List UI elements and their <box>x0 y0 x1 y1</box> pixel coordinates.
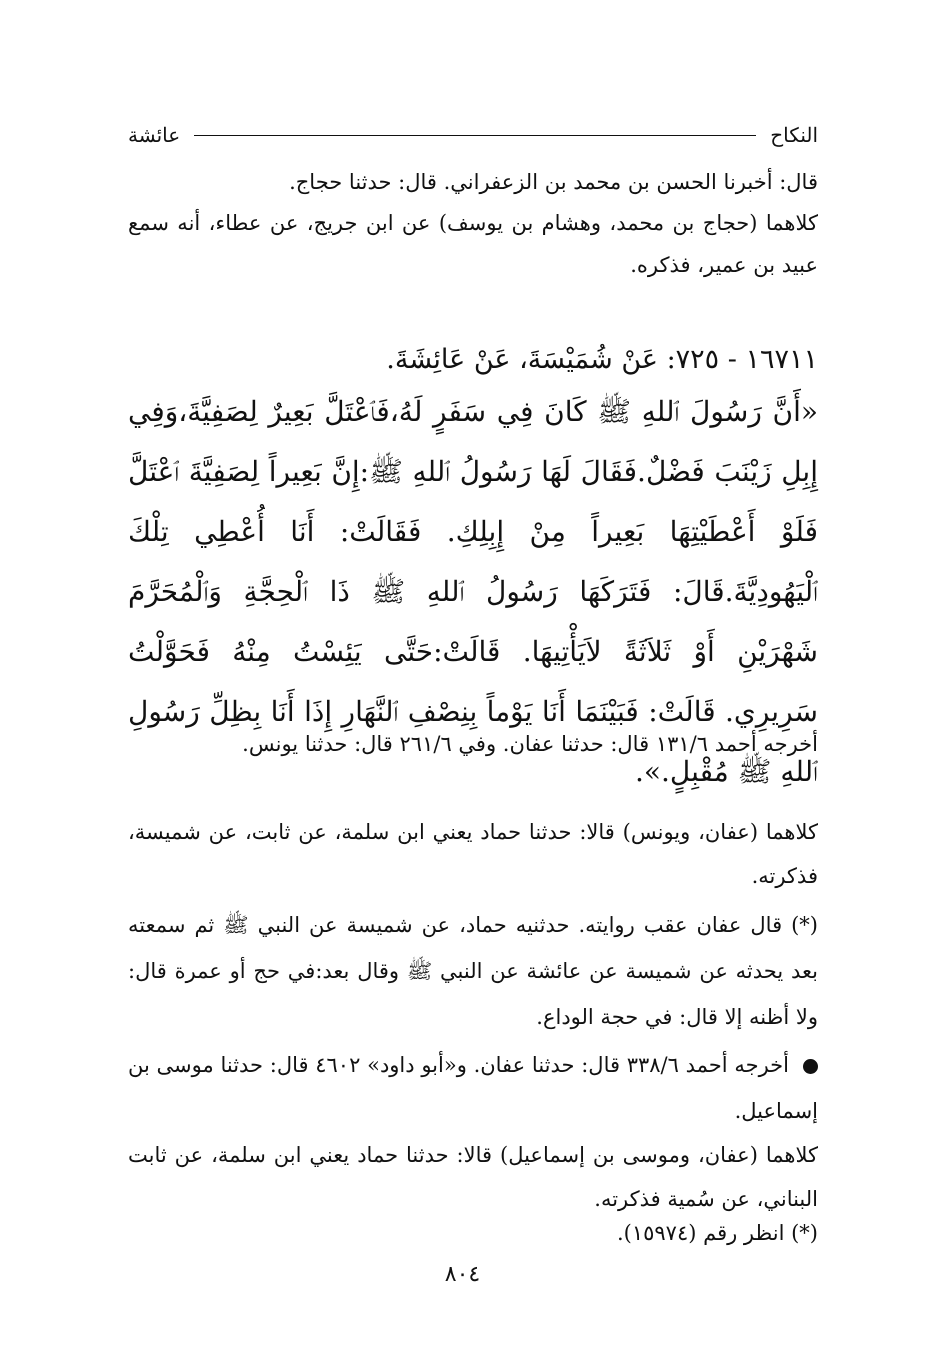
note-paragraph-2: (*) انظر رقم (١٥٩٧٤). <box>616 1221 818 1245</box>
hadith-number-line: ١٦٧١١ - ٧٢٥: عَنْ شُمَيْسَةَ، عَنْ عَائِشَةَ. <box>386 344 818 375</box>
intro-line-2: كلاهما (حجاج بن محمد، وهشام بن يوسف) عن ابن جريج، عن عطاء، أنه سمع عبيد بن عمير، فذكره. <box>128 211 818 277</box>
note-paragraph-1: (*) قال عفان عقب روايته. حدثنيه حماد، عن شميسة عن النبي ﷺ ثم سمعته بعد يحدثه عن شميسة عن عائشة عن النبي ﷺ وقال بعد:في حج أو عمرة قال: ولا أظنه إلا قال: في حجة الوداع. <box>128 913 818 1029</box>
hadith-text: «أَنَّ رَسُولَ ٱللهِ ﷺ كَانَ فِي سَفَرٍ لَهُ،فَٱعْتَلَّ بَعِيرٌ لِصَفِيَّةَ،وَفِي إِبِلِ زَيْنَبَ فَضْلٌ.فَقَالَ لَهَا رَسُولُ ٱللهِ ﷺ:إِنَّ بَعِيراً لِصَفِيَّةَ ٱعْتَلَّ فَلَوْ أَعْطَيْتِهَا بَعِيراً مِنْ إِبِلِكِ. فَقَالَتْ: أَنَا أُعْطِي تِلْكَ ٱلْيَهُودِيَّةَ.قَالَ: فَتَرَكَهَا رَسُولُ ٱللهِ ﷺ ذَا ٱلْحِجَّةِ وَٱلْمُحَرَّمَ شَهْرَيْنِ أَوْ ثَلاَثَةً لاَيَأْتِيهَا. قَالَتْ:حَتَّى يَئِسْتُ مِنْهُ فَحَوَّلْتُ سَرِيرِي. قَالَتْ: فَبَيْنَمَا أَنَا يَوْماً بِنِصْفِ ٱلنَّهَارِ إِذَا أَنَا بِظِلِّ رَسُولِ ٱللهِ ﷺ مُقْبِلٍ.». <box>128 395 818 788</box>
source-paragraph-1: أخرجه أحمد ١٣١/٦ قال: حدثنا عفان. وفي ٢٦١/٦ قال: حدثنا يونس. <box>242 732 818 756</box>
page-number: ٨٠٤ <box>444 1262 481 1287</box>
source-paragraph-3 <box>128 1042 818 1134</box>
source-paragraph-2: كلاهما (عفان، ويونس) قالا: حدثنا حماد يعني ابن سلمة، عن ثابت، عن شميسة، فذكرته. <box>128 820 818 888</box>
header-rule <box>194 135 756 136</box>
narrator-title: عائشة <box>128 123 181 147</box>
source-paragraph-4: كلاهما (عفان، وموسى بن إسماعيل) قالا: حدثنا حماد يعني ابن سلمة، عن ثابت البناني، عن سُمية فذكرته. <box>128 1143 818 1211</box>
source-paragraph-3-text: أخرجه أحمد ٣٣٨/٦ قال: حدثنا عفان. و«أبو داود» ٤٦٠٢ قال: حدثنا موسى بن إسماعيل. <box>128 1053 818 1123</box>
bullet-icon <box>803 1059 818 1074</box>
intro-line-1: قال: أخبرنا الحسن بن محمد بن الزعفراني. قال: حدثنا حجاج. <box>289 170 818 194</box>
chapter-title: النكاح <box>770 123 818 147</box>
running-header <box>128 118 818 152</box>
